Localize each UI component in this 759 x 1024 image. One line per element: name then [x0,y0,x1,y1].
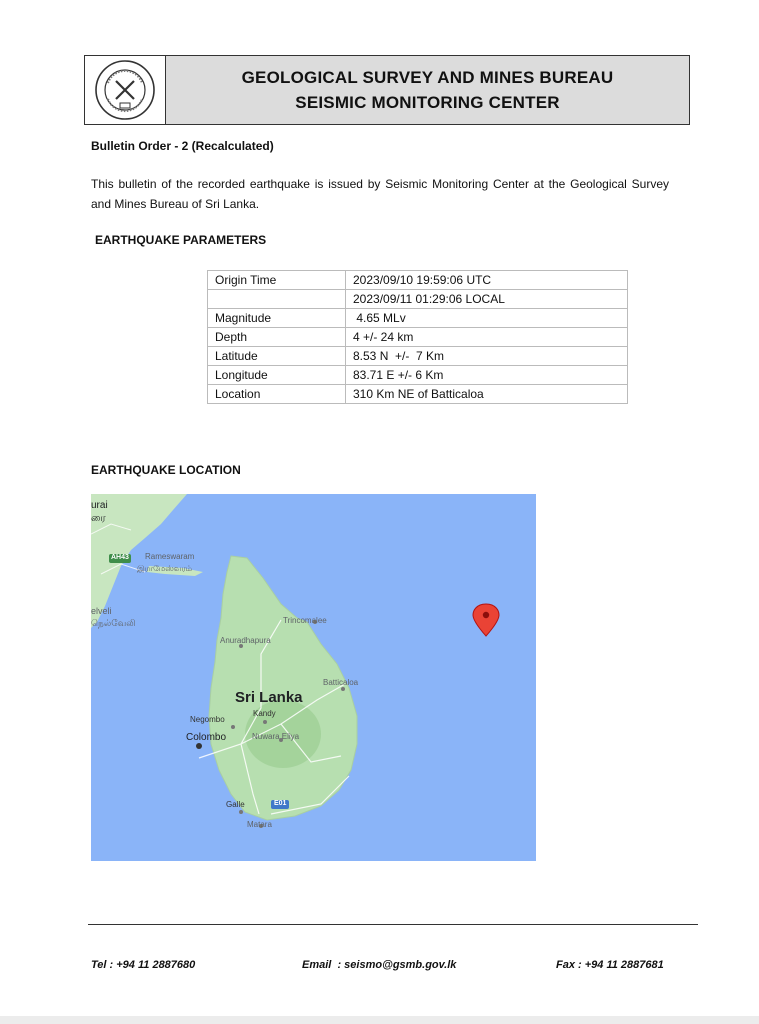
map-label-road-e01: E01 [274,800,287,807]
city-dot-colombo [196,743,202,749]
table-row [208,366,628,385]
header-title-line-2: SEISMIC MONITORING CENTER [295,93,560,112]
param-label: Location [208,385,346,404]
map-label-negombo: Negombo [190,715,225,724]
map-label-rameswaram: Rameswaram [145,552,195,561]
param-value: 4.65 MLv [346,309,628,328]
city-dot-negombo [231,725,235,729]
parameters-table [207,270,628,404]
map-label-galle: Galle [226,800,245,809]
location-heading: EARTHQUAKE LOCATION [91,463,241,477]
table-row [208,309,628,328]
map-label-batticaloa: Batticaloa [323,678,359,687]
map-label-tirunelveli-ta: நெல்வேலி [91,618,136,628]
footer-divider [88,924,698,925]
map-label-madurai-ta: ரை [91,513,106,524]
map-label-road-ah43: AH43 [111,554,129,561]
city-dot-kandy [263,720,267,724]
param-label: Longitude [208,366,346,385]
param-label [208,290,346,309]
bulletin-order: Bulletin Order - 2 (Recalculated) [91,139,274,153]
table-row [208,328,628,347]
map-label-rameswaram-ta: இராமேஸ்வரம் [137,564,193,573]
param-value: 2023/09/11 01:29:06 LOCAL [346,290,628,309]
table-row [208,347,628,366]
param-label: Latitude [208,347,346,366]
intro-paragraph: This bulletin of the recorded earthquake is issued by Seismic Monitoring Center at the Geological Survey and Mines Bureau of Sri Lanka. [91,177,669,211]
map-label-kandy: Kandy [253,709,276,718]
city-dot-galle [239,810,243,814]
param-value: 8.53 N +/- 7 Km [346,347,628,366]
page-bottom-strip [0,1016,759,1024]
bulletin-header [84,55,690,125]
param-label: Magnitude [208,309,346,328]
param-value: 310 Km NE of Batticaloa [346,385,628,404]
map-label-madurai: urai [91,500,108,511]
param-label: Origin Time [208,271,346,290]
map-label-nuwara-eliya: Nuwara Eliya [252,732,300,741]
table-row [208,290,628,309]
gsmb-logo-cell [85,56,166,124]
footer-email[interactable]: Email : seismo@gsmb.gov.lk [302,959,457,971]
map-graphic [91,494,536,861]
param-value: 83.71 E +/- 6 Km [346,366,628,385]
header-title-line-1: GEOLOGICAL SURVEY AND MINES BUREAU [241,68,614,87]
earthquake-location-map[interactable] [91,494,536,861]
map-label-anuradhapura: Anuradhapura [220,636,271,645]
map-label-colombo: Colombo [186,732,227,743]
header-title-cell [166,56,689,124]
footer-fax: Fax : +94 11 2887681 [556,959,664,971]
map-label-sri-lanka: Sri Lanka [235,689,303,706]
parameters-heading: EARTHQUAKE PARAMETERS [95,233,267,247]
gsmb-seal-logo [94,59,156,121]
map-label-matara: Matara [247,820,272,829]
map-label-trincomalee: Trincomalee [283,616,327,625]
table-row [208,385,628,404]
map-label-tirunelveli: elveli [91,606,112,616]
city-dot-batticaloa [341,687,345,691]
param-value: 4 +/- 24 km [346,328,628,347]
footer-tel: Tel : +94 11 2887680 [91,959,196,971]
param-label: Depth [208,328,346,347]
param-value: 2023/09/10 19:59:06 UTC [346,271,628,290]
table-row [208,271,628,290]
